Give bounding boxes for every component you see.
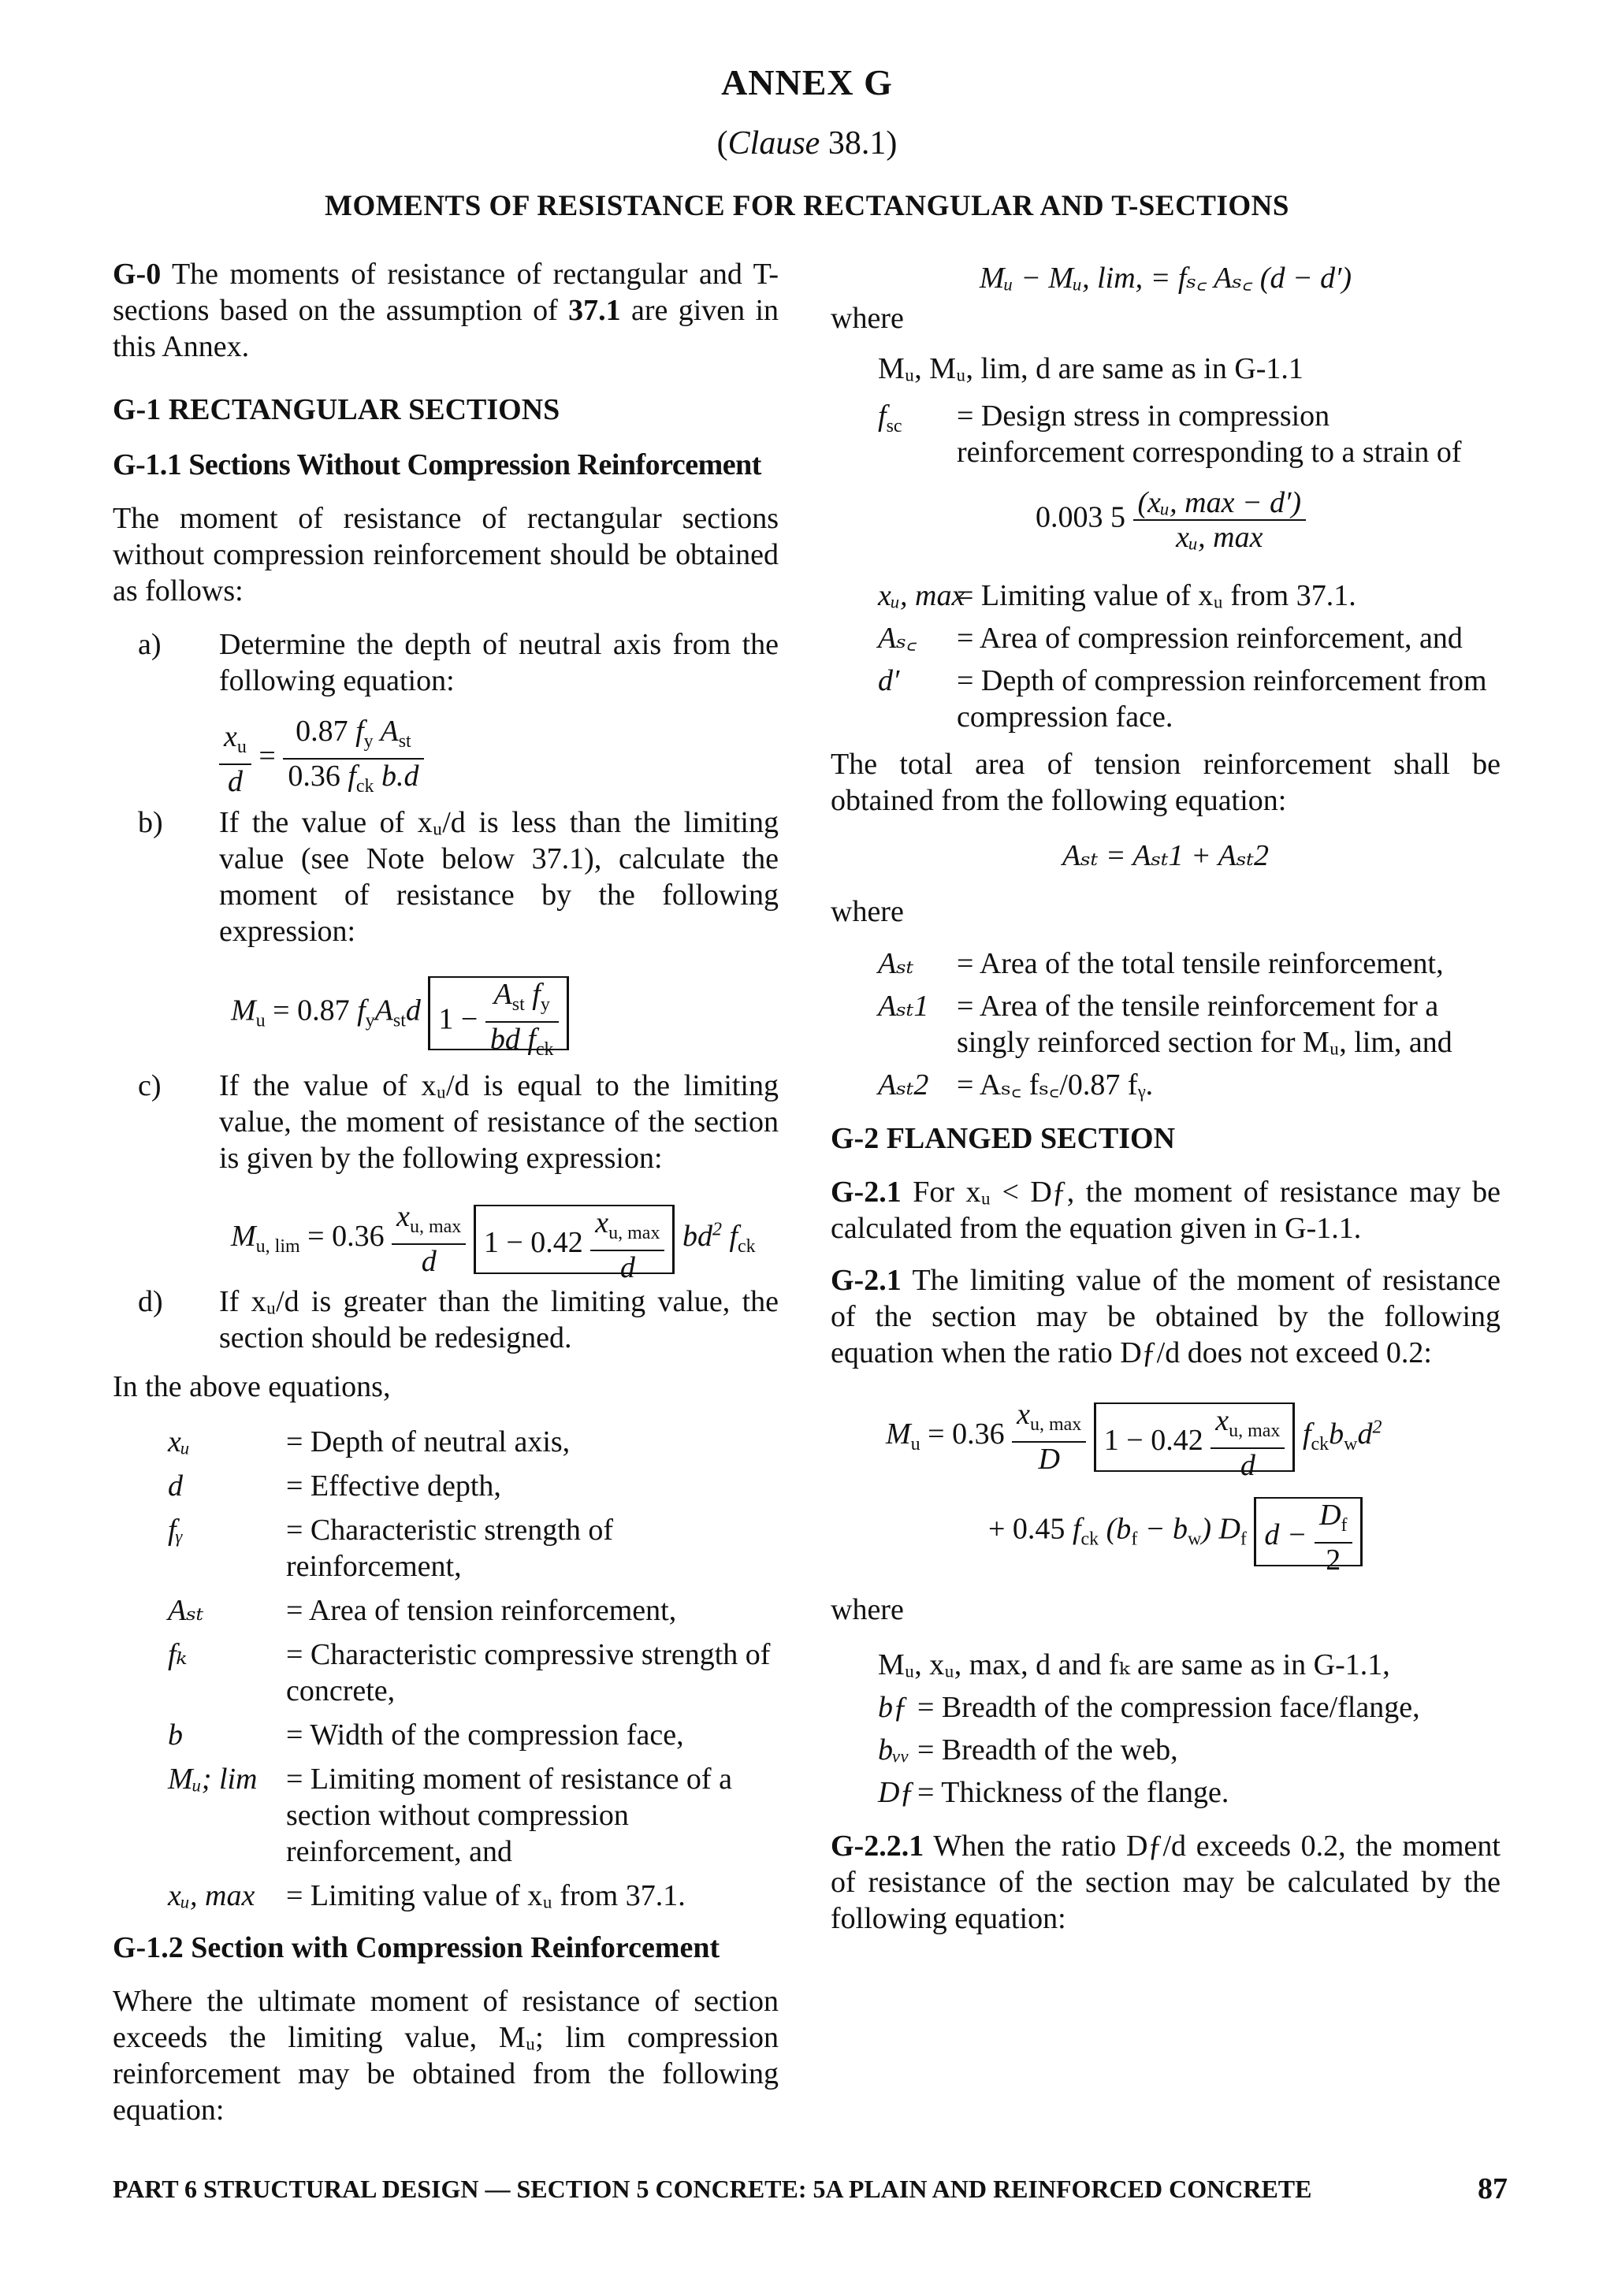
right-column [831,256,1501,1937]
def-row [831,1774,1501,1811]
def-text: = Limiting value of xᵤ from 37.1. [957,579,1356,612]
def-row [168,1592,779,1629]
def-symbol: xᵤ, max [878,579,965,612]
strain-numerator: (xᵤ, max − d′) [1133,486,1307,521]
def-symbol: d [168,1469,183,1503]
clause-reference: (Clause 38.1) [716,125,898,162]
strain-expression [831,486,1501,565]
def-row [831,1689,1501,1726]
g0-text: The moments of resistance of rectangular and T-sections based on the assumption of [113,258,779,327]
def-symbol: bᵥᵥ [878,1733,910,1767]
clause-word: Clause [727,125,820,162]
item-c-label: c) [138,1069,162,1102]
equation-compression: Mᵤ − Mᵤ, lim, = fₛ꜀ Aₛ꜀ (d − d′) [979,262,1352,295]
item-d-label: d) [138,1285,163,1318]
item-b [113,804,779,949]
clause-number: 38.1 [827,125,887,162]
def-symbol: b [168,1718,183,1752]
where-2: where [831,895,904,928]
def-text: = Area of the tensile reinforcement for a singly reinforced section for Mᵤ, lim, and [957,990,1452,1059]
def-row [831,946,1501,982]
def-symbol: Aₛₜ1 [878,990,929,1023]
def-row [168,1468,779,1504]
def-row [831,620,1501,656]
def-symbol: bƒ [878,1691,908,1724]
def-text: = Depth of neutral axis, [286,1425,571,1458]
page-title: MOMENTS OF RESISTANCE FOR RECTANGULAR AND T-SECTIONS [325,190,1289,222]
g221-paragraph [831,1828,1501,1937]
def-text: Mᵤ, xᵤ, max, d and fₖ are same as in G-1.1, [878,1648,1390,1681]
g221-text: When the ratio Dƒ/d exceeds 0.2, the moment of resistance of the section may be calculated by the following equation: [831,1830,1501,1935]
def-text: = Characteristic compressive strength of concrete, [286,1638,771,1707]
def-symbol: xᵤ, max [168,1879,255,1912]
def-row [831,988,1501,1061]
g21a-paragraph [831,1174,1501,1246]
def-symbol: Aₛ꜀ [878,622,917,655]
def-text: = Limiting value of xᵤ from 37.1. [286,1879,686,1912]
def-symbol: Aₛₜ [168,1594,204,1627]
def-text: = Breadth of the compression face/flange, [917,1691,1420,1724]
g12-text: Where the ultimate moment of resistance of section exceeds the limiting value, Mᵤ; lim compression reinforcement may be obtained from the following equation: [113,1985,779,2127]
g2-heading: G-2 FLANGED SECTION [831,1122,1176,1155]
def-text: = Width of the compression face, [286,1718,684,1752]
g11-text: The moment of resistance of rectangular sections without compression reinforcement should be obtained as follows: [113,502,779,607]
def-row [168,1717,779,1753]
total-area-text: The total area of tension reinforcement shall be obtained from the following equation: [831,748,1501,817]
def-symbol: d′ [878,664,900,697]
def-text: = Limiting moment of resistance of a section without compression reinforcement, and [286,1763,732,1868]
fsc-def-text: = Design stress in compression reinforcement corresponding to a strain of [957,399,1462,469]
def-symbol: fᵧ [168,1514,184,1547]
g21b-text: The limiting value of the moment of resistance of the section may be obtained by the following equation when the ratio Dƒ/d does not exceed 0.2: [831,1264,1501,1369]
def-text: = Depth of compression reinforcement from compression face. [957,664,1487,734]
g21a-label: G-2.1 [831,1176,902,1209]
def-symbol: Dƒ [878,1776,915,1809]
where-3: where [831,1593,904,1626]
def-row [831,1647,1501,1683]
ast-equation: Aₛₜ = Aₛₜ1 + Aₛₜ2 [1062,839,1270,872]
g21b-label: G-2.1 [831,1264,902,1297]
def-row [831,1732,1501,1768]
left-column [113,256,779,2128]
def-row [168,1878,779,1914]
equation-mu: $M_u = 0.87$ $f_yA_{st}d$ 1 − $\frac{A_{st} f_y}{bd f_{ck}}$ [113,976,779,1055]
page-number: 87 [1478,2172,1508,2205]
def-text: = Aₛ꜀ fₛ꜀/0.87 fᵧ. [957,1068,1154,1102]
def-row [168,1424,779,1460]
def-row [831,578,1501,614]
strain-denominator: xᵤ, max [1176,521,1263,554]
annex-title: ANNEX G [721,62,893,102]
item-a-label: a) [138,628,162,661]
right-definitions [831,578,1501,735]
same-as-text: Mᵤ, Mᵤ, lim, d are same as in G-1.1 [878,352,1303,385]
item-b-label: b) [138,806,163,839]
g12-heading: G-1.2 Section with Compression Reinforcement [113,1931,720,1964]
item-c [113,1068,779,1176]
def-symbol: xᵤ [168,1425,190,1458]
g1-heading: G-1 RECTANGULAR SECTIONS [113,393,560,426]
strain-coeff: 0.003 5 [1036,500,1125,534]
right-definitions-2 [831,946,1501,1103]
fsc-def [831,398,1501,470]
def-symbol: Aₛₜ2 [878,1068,929,1102]
def-row [168,1761,779,1870]
def-text: = Breadth of the web, [917,1733,1178,1767]
item-a [113,626,779,699]
def-symbol: Mᵤ; lim [168,1763,258,1796]
def-text: = Area of tension reinforcement, [286,1594,677,1627]
def-row [168,1512,779,1585]
def-text: = Effective depth, [286,1469,501,1503]
above-equations-text: In the above equations, [113,1370,391,1403]
def-symbol: Aₛₜ [878,947,914,980]
def-text: = Characteristic strength of reinforcement, [286,1514,614,1583]
def-row [831,1067,1501,1103]
item-d-text: If xᵤ/d is greater than the limiting value, the section should be redesigned. [219,1285,779,1354]
right-definitions-3 [831,1647,1501,1811]
equation-xu-d: $\frac{x_u}{d}$ = $\frac{0.87 f_y A_{st}}{0.36 f_{ck} b.d}$ [113,715,779,793]
item-b-text: If the value of xᵤ/d is less than the limiting value (see Note below 37.1), calculate the moment of resistance by the following expression: [219,806,779,948]
def-row [168,1637,779,1709]
def-text: = Area of compression reinforcement, and [957,622,1463,655]
g221-label: G-2.2.1 [831,1830,924,1863]
g21a-text: For xᵤ < Dƒ, the moment of resistance may be calculated from the equation given in G-1.1. [831,1176,1501,1245]
item-d [113,1284,779,1356]
g11-heading: G-1.1 Sections Without Compression Reinforcement [113,448,761,481]
g0-label: G-0 [113,258,162,291]
g21b-paragraph [831,1262,1501,1371]
item-c-text: If the value of xᵤ/d is equal to the limiting value, the moment of resistance of the section is given by the following expression: [219,1069,779,1175]
left-definitions [113,1424,779,1914]
def-text: = Thickness of the flange. [917,1776,1229,1809]
item-a-text: Determine the depth of neutral axis from the following equation: [219,628,779,697]
where-1: where [831,302,904,335]
g0-ref: 37.1 [568,294,621,327]
g0-text2: are given in this Annex. [113,294,779,363]
equation-flanged-2: + 0.45 $f_{ck}$ $(b_f - b_w)$ $D_f$ d − $\frac{D_f}{2}$ [831,1497,1501,1576]
equation-mu-lim: $M_{u, lim} = 0.36$ $\frac{x_{u, max}}{d}$ 1 − 0.42 $\frac{x_{u, max}}{d}$ $bd^2$ $f_{ck}$ [231,1200,756,1284]
equation-flanged-1: $M_u = 0.36$ $\frac{x_{u, max}}{D}$ 1 − 0.42 $\frac{x_{u, max}}{d}$ $f_{ck}b_wd^2$ [886,1398,1382,1482]
def-text: = Area of the total tensile reinforcement, [957,947,1444,980]
def-row [831,663,1501,735]
g0-paragraph [113,256,779,365]
fsc-symbol: $f_{sc}$ [878,399,902,437]
def-symbol: fₖ [168,1638,188,1671]
page-footer [113,2172,1508,2205]
footer-text: PART 6 STRUCTURAL DESIGN — SECTION 5 CONCRETE: 5A PLAIN AND REINFORCED CONCRETE [113,2175,1312,2203]
